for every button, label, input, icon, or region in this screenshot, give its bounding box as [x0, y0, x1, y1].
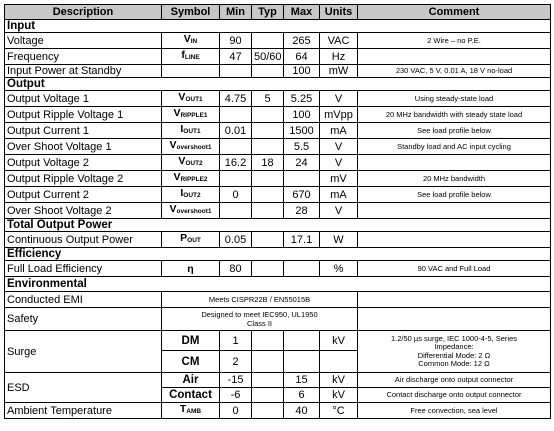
max: 5.5 — [284, 139, 320, 155]
row-iout2 — [5, 187, 551, 203]
desc: Voltage — [5, 33, 162, 49]
symbol: $V_{overshoot1}$ — [162, 203, 220, 219]
row-overshoot2 — [5, 203, 551, 219]
max: 24 — [284, 155, 320, 171]
desc: Output Current 2 — [5, 187, 162, 203]
typ — [252, 139, 284, 155]
symbol: η — [162, 261, 220, 277]
min: 1 — [220, 331, 252, 351]
comment: 20 MHz bandwidth — [358, 171, 551, 187]
merged-value: Designed to meet IEC950, UL1950 Class II — [162, 308, 358, 331]
row-pout — [5, 232, 551, 248]
max — [284, 171, 320, 187]
header-units: Units — [320, 5, 358, 20]
symbol — [162, 65, 220, 78]
typ — [252, 187, 284, 203]
header-typ: Typ — [252, 5, 284, 20]
typ — [252, 373, 284, 388]
units: mW — [320, 65, 358, 78]
desc: Input Power at Standby — [5, 65, 162, 78]
min — [220, 107, 252, 123]
units: mA — [320, 187, 358, 203]
max: 100 — [284, 65, 320, 78]
units: mA — [320, 123, 358, 139]
typ: 5 — [252, 91, 284, 107]
desc: Full Load Efficiency — [5, 261, 162, 277]
min: 90 — [220, 33, 252, 49]
max: 5.25 — [284, 91, 320, 107]
section-title: Efficiency — [5, 248, 551, 261]
units: kV — [320, 331, 358, 351]
symbol: $f_{LINE}$ — [162, 49, 220, 65]
typ — [252, 107, 284, 123]
min: 16.2 — [220, 155, 252, 171]
min: 0 — [220, 187, 252, 203]
units: % — [320, 261, 358, 277]
units: W — [320, 232, 358, 248]
max: 670 — [284, 187, 320, 203]
desc: Safety — [5, 308, 162, 331]
comment: 20 MHz bandwidth with steady state load — [358, 107, 551, 123]
comment: Standby load and AC input cycling — [358, 139, 551, 155]
max: 40 — [284, 403, 320, 419]
min — [220, 139, 252, 155]
min: 0.05 — [220, 232, 252, 248]
min: 0.01 — [220, 123, 252, 139]
symbol: $V_{OUT2}$ — [162, 155, 220, 171]
section-title: Input — [5, 20, 551, 33]
row-ripple1 — [5, 107, 551, 123]
min: 4.75 — [220, 91, 252, 107]
max — [284, 351, 320, 373]
row-voltage — [5, 33, 551, 49]
min: -6 — [220, 388, 252, 403]
max: 28 — [284, 203, 320, 219]
typ — [252, 261, 284, 277]
comment — [358, 203, 551, 219]
comment — [358, 308, 551, 331]
typ — [252, 33, 284, 49]
desc: Output Voltage 1 — [5, 91, 162, 107]
units: mV — [320, 171, 358, 187]
max: 15 — [284, 373, 320, 388]
min: 2 — [220, 351, 252, 373]
row-vout1 — [5, 91, 551, 107]
desc: Over Shoot Voltage 1 — [5, 139, 162, 155]
units: V — [320, 155, 358, 171]
typ — [252, 331, 284, 351]
units — [320, 351, 358, 373]
min: 0 — [220, 403, 252, 419]
symbol: DM — [162, 331, 220, 351]
section-environmental — [5, 277, 551, 292]
min: -15 — [220, 373, 252, 388]
units: V — [320, 203, 358, 219]
header-max: Max — [284, 5, 320, 20]
spec-table — [4, 4, 551, 419]
comment: 2 Wire – no P.E. — [358, 33, 551, 49]
section-input — [5, 20, 551, 33]
comment: 90 VAC and Full Load — [358, 261, 551, 277]
header-row — [5, 5, 551, 20]
section-title: Total Output Power — [5, 219, 551, 232]
row-overshoot1 — [5, 139, 551, 155]
typ: 18 — [252, 155, 284, 171]
section-efficiency — [5, 248, 551, 261]
section-title: Output — [5, 78, 551, 91]
comment: See load profile below — [358, 123, 551, 139]
comment: Using steady-state load — [358, 91, 551, 107]
comment: Contact discharge onto output connector — [358, 388, 551, 403]
row-frequency — [5, 49, 551, 65]
symbol: $P_{OUT}$ — [162, 232, 220, 248]
min: 80 — [220, 261, 252, 277]
row-vout2 — [5, 155, 551, 171]
desc: Continuous Output Power — [5, 232, 162, 248]
min: 47 — [220, 49, 252, 65]
symbol: Air — [162, 373, 220, 388]
max: 17.1 — [284, 232, 320, 248]
desc: Frequency — [5, 49, 162, 65]
row-surge-dm — [5, 331, 551, 351]
desc: Ambient Temperature — [5, 403, 162, 419]
symbol: Contact — [162, 388, 220, 403]
units: kV — [320, 373, 358, 388]
min — [220, 65, 252, 78]
symbol: $T_{AMB}$ — [162, 403, 220, 419]
units: V — [320, 139, 358, 155]
desc: Output Current 1 — [5, 123, 162, 139]
comment: 1.2/50 µs surge, IEC 1000-4-5, Series Impedance: Differential Mode: 2 Ω Common Mode: 12 Ω — [358, 331, 551, 373]
max: 265 — [284, 33, 320, 49]
row-standby — [5, 65, 551, 78]
comment: 230 VAC, 5 V, 0.01 A, 18 V no-load — [358, 65, 551, 78]
max — [284, 261, 320, 277]
typ — [252, 123, 284, 139]
symbol: CM — [162, 351, 220, 373]
max: 6 — [284, 388, 320, 403]
typ: 50/60 — [252, 49, 284, 65]
symbol: $I_{OUT1}$ — [162, 123, 220, 139]
row-iout1 — [5, 123, 551, 139]
header-min: Min — [220, 5, 252, 20]
max — [284, 331, 320, 351]
section-output — [5, 78, 551, 91]
desc: Output Ripple Voltage 2 — [5, 171, 162, 187]
row-esd-air — [5, 373, 551, 388]
row-efficiency — [5, 261, 551, 277]
desc: Output Ripple Voltage 1 — [5, 107, 162, 123]
row-emi — [5, 292, 551, 308]
symbol: $V_{RIPPLE2}$ — [162, 171, 220, 187]
typ — [252, 171, 284, 187]
min — [220, 203, 252, 219]
symbol: $I_{OUT2}$ — [162, 187, 220, 203]
symbol: $V_{overshoot1}$ — [162, 139, 220, 155]
typ — [252, 203, 284, 219]
units: V — [320, 91, 358, 107]
max: 1500 — [284, 123, 320, 139]
section-title: Environmental — [5, 277, 551, 292]
row-safety — [5, 308, 551, 331]
typ — [252, 65, 284, 78]
comment — [358, 49, 551, 65]
symbol: $V_{RIPPLE1}$ — [162, 107, 220, 123]
merged-value: Meets CISPR22B / EN55015B — [162, 292, 358, 308]
row-ambient — [5, 403, 551, 419]
desc: Conducted EMI — [5, 292, 162, 308]
units: Hz — [320, 49, 358, 65]
comment — [358, 292, 551, 308]
row-ripple2 — [5, 171, 551, 187]
units: kV — [320, 388, 358, 403]
typ — [252, 232, 284, 248]
symbol: $V_{IN}$ — [162, 33, 220, 49]
units: °C — [320, 403, 358, 419]
desc: ESD — [5, 373, 162, 403]
comment: See load profile below — [358, 187, 551, 203]
comment: Air discharge onto output connector — [358, 373, 551, 388]
units: VAC — [320, 33, 358, 49]
comment — [358, 232, 551, 248]
min — [220, 171, 252, 187]
section-total-output-power — [5, 219, 551, 232]
units: mVpp — [320, 107, 358, 123]
typ — [252, 351, 284, 373]
comment: Free convection, sea level — [358, 403, 551, 419]
header-symbol: Symbol — [162, 5, 220, 20]
header-comment: Comment — [358, 5, 551, 20]
typ — [252, 403, 284, 419]
desc: Output Voltage 2 — [5, 155, 162, 171]
header-description: Description — [5, 5, 162, 20]
symbol: $V_{OUT1}$ — [162, 91, 220, 107]
comment — [358, 155, 551, 171]
typ — [252, 388, 284, 403]
desc: Over Shoot Voltage 2 — [5, 203, 162, 219]
max: 64 — [284, 49, 320, 65]
max: 100 — [284, 107, 320, 123]
desc: Surge — [5, 331, 162, 373]
